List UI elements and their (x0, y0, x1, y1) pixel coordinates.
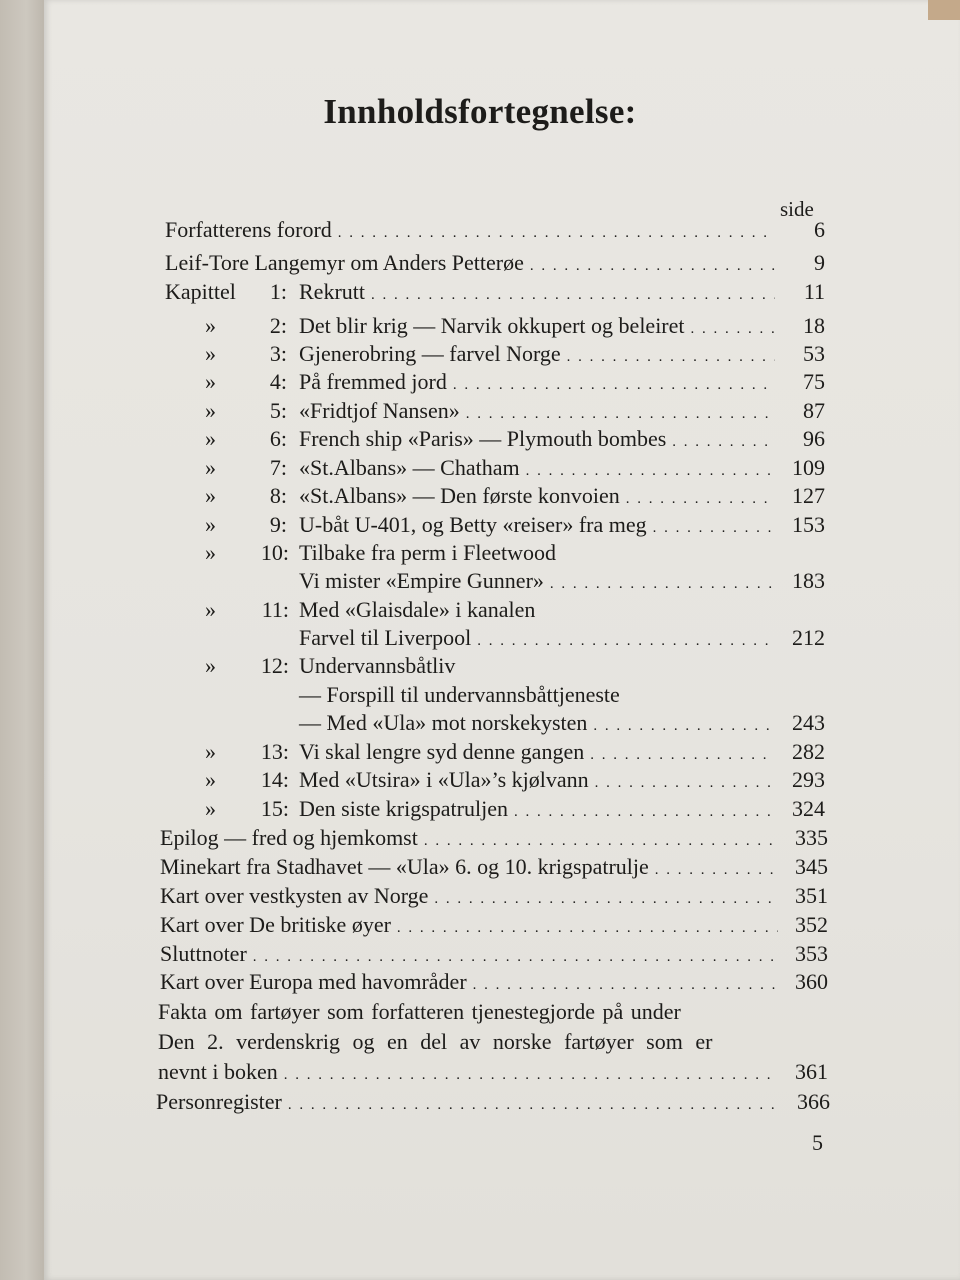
toc-entry-fakta-line3: nevnt i boken . . . 361 (158, 1058, 828, 1089)
dot-leader (514, 798, 775, 826)
toc-entry-personregister: Personregister . . . 366 (156, 1088, 830, 1119)
toc-entry-fakta-line2: Den 2. verdenskrig og en del av norske fartøyer som er (158, 1029, 713, 1054)
toc-entry-kart-vestkysten: Kart over vestkysten av Norge . . . 351 (160, 882, 828, 913)
dot-leader (526, 457, 775, 485)
toc-entry-chapter-1: Kapittel 1: Rekrutt . . . 11 (165, 278, 825, 309)
toc-entry-chapter-12-sub1: — Forspill til undervannsbåttjeneste (299, 682, 620, 707)
dot-leader (550, 570, 775, 598)
toc-entry-chapter-2: » 2: Det blir krig — Narvik okkupert og beleiret . . . 18 (205, 312, 825, 343)
side-column-label: side (780, 197, 814, 221)
toc-entry-kart-europa: Kart over Europa med havområder . . . 360 (160, 968, 828, 999)
dot-leader (371, 281, 775, 309)
toc-entry-chapter-11: » 11: Med «Glaisdale» i kanalen (205, 597, 536, 622)
toc-entry-chapter-11-sub: Farvel til Liverpool . . . 212 (299, 624, 825, 655)
dot-leader (626, 485, 775, 513)
toc-entry-chapter-3: » 3: Gjenerobring — farvel Norge . . . 53 (205, 340, 825, 371)
dot-leader (284, 1061, 778, 1089)
toc-entry-minekart: Minekart fra Stadhavet — «Ula» 6. og 10. krigspatrulje . . . 345 (160, 853, 828, 884)
dot-leader (453, 371, 775, 399)
dot-leader (567, 343, 775, 371)
toc-entry-chapter-7: » 7: «St.Albans» — Chatham . . . 109 (205, 454, 825, 485)
toc-entry-langemyr: Leif-Tore Langemyr om Anders Petterøe . . . 9 (165, 249, 825, 280)
toc-entry-chapter-8: » 8: «St.Albans» — Den første konvoien . . . 127 (205, 482, 825, 513)
dot-leader (434, 885, 778, 913)
toc-entry-fakta-line1: Fakta om fartøyer som forfatteren tjenestegjorde på under (158, 999, 681, 1024)
dot-leader (477, 627, 775, 655)
dot-leader (691, 315, 775, 343)
dot-leader (253, 943, 778, 971)
toc-entry-epilog: Epilog — fred og hjemkomst . . . 335 (160, 824, 828, 855)
dot-leader (590, 741, 775, 769)
toc-entry-chapter-10: » 10: Tilbake fra perm i Fleetwood (205, 540, 557, 565)
page-number: 5 (812, 1130, 823, 1155)
toc-entry-chapter-5: » 5: «Fridtjof Nansen» . . . 87 (205, 397, 825, 428)
toc-entry-chapter-10-sub: Vi mister «Empire Gunner» . . . 183 (299, 567, 825, 598)
toc-entry-chapter-15: » 15: Den siste krigspatruljen . . . 324 (205, 795, 825, 826)
dot-leader (530, 252, 775, 280)
dot-leader (473, 971, 778, 999)
toc-entry-sluttnoter: Sluttnoter . . . 353 (160, 940, 828, 971)
toc-entry-kart-britiske: Kart over De britiske øyer . . . 352 (160, 911, 828, 942)
toc-entry-forord: Forfatterens forord . . . 6 (165, 216, 825, 247)
toc-entry-chapter-4: » 4: På fremmed jord . . . 75 (205, 368, 825, 399)
dot-leader (466, 400, 775, 428)
toc-entry-chapter-13: » 13: Vi skal lengre syd denne gangen . . . 282 (205, 738, 825, 769)
dot-leader (593, 712, 775, 740)
toc-entry-chapter-12-sub2: — Med «Ula» mot norskekysten . . . 243 (299, 709, 825, 740)
book-spine (0, 0, 44, 1280)
page-title: Innholdsfortegnelse: (323, 92, 637, 131)
toc-entry-chapter-12: » 12: Undervannsbåtliv (205, 653, 456, 678)
toc-entry-chapter-14: » 14: Med «Utsira» i «Ula»’s kjølvann . . . 293 (205, 766, 825, 797)
dot-leader (397, 914, 778, 942)
dot-leader (288, 1091, 780, 1119)
dot-leader (338, 219, 775, 247)
dot-leader (424, 827, 778, 855)
dot-leader (595, 769, 775, 797)
dot-leader (653, 514, 775, 542)
dot-leader (672, 428, 775, 456)
toc-entry-chapter-6: » 6: French ship «Paris» — Plymouth bombes . . . 96 (205, 425, 825, 456)
dot-leader (655, 856, 778, 884)
toc-entry-chapter-9: » 9: U-båt U-401, og Betty «reiser» fra meg . . . 153 (205, 511, 825, 542)
table-surface (928, 0, 960, 20)
